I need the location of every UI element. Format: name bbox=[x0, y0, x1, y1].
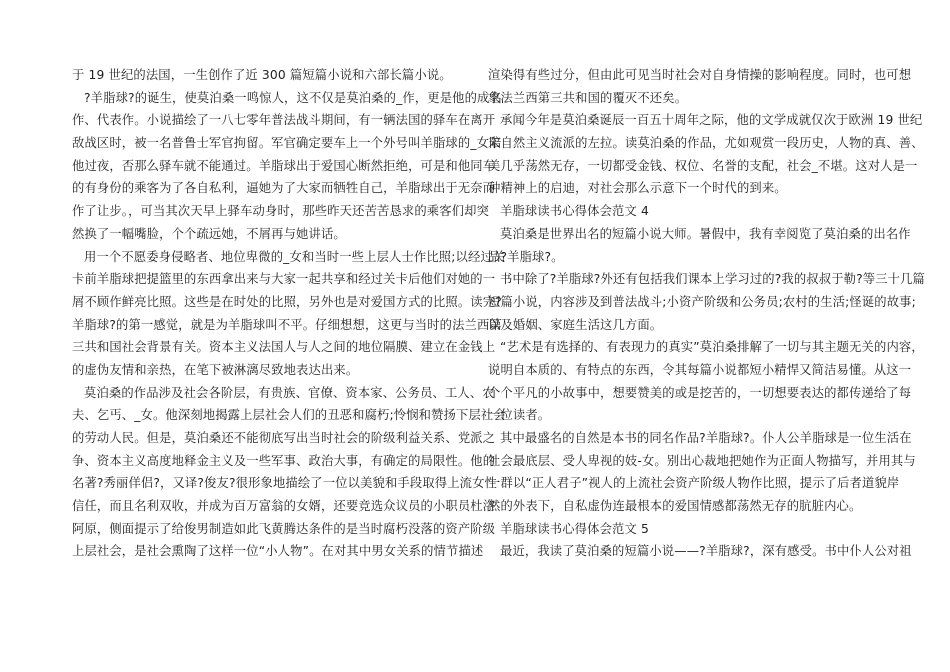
text-line: 的虚伪友情和亲热，在笔下被淋漓尽致地表达出来。 bbox=[72, 362, 359, 377]
text-line: 作、代表作。小说描绘了一八七零年普法战斗期间，有一辆法国的驿车在离开 bbox=[72, 113, 496, 128]
text-line: 最近，我读了莫泊桑的短篇小说——?羊脂球?，深有感受。书中仆人公对祖 bbox=[500, 544, 912, 559]
text-line: 名著?秀丽佯侣?，又译?俊友?很形象地描绘了一位以美貌和手段取得上流女性 bbox=[72, 476, 498, 491]
text-line: 羊脂球读书心得体会范文 4 bbox=[500, 204, 649, 219]
text-line: 屑不顾作鲜亮比照。这些是在时处的比照，另外也是对爱国方式的比照。读完? bbox=[72, 294, 502, 309]
text-line: 美几乎荡然无存，一切都受金钱、权位、名誉的支配，社会_不堪。这对人是一 bbox=[488, 158, 918, 173]
text-line: 以及婚姻、家庭生活这几方面。 bbox=[488, 317, 663, 332]
text-line: 争、资本主义高度地释金主义及一些军事、政治大事，有确定的局限性。他的 bbox=[72, 453, 496, 468]
text-line: 末自然主义流派的左拉。读莫泊桑的作品，尤如观赏一段历史，人物的真、善、 bbox=[488, 136, 924, 151]
text-line: 一群以“正人君子”视人的上流社会资产阶级人物作比照，提示了后者道貌岸 bbox=[488, 476, 900, 491]
text-line: ?羊脂球?的诞生，使莫泊桑一鸣惊人，这不仅是莫泊桑的_作，更是他的成名 bbox=[84, 90, 502, 105]
text-line: 然的外表下，自私虚伪连最根本的爱国情感都荡然无存的肮脏内心。 bbox=[488, 499, 862, 514]
text-line: 种精神上的启迪，对社会那么示意下一个时代的到来。 bbox=[488, 181, 787, 196]
left-text-column bbox=[72, 64, 506, 563]
text-line: 社会最底层、受人卑视的妓-女。别出心裁地把她作为正面人物描写，并用其与 bbox=[488, 453, 916, 468]
text-line: 品?羊脂球?。 bbox=[488, 249, 564, 264]
text-line: 书中除了?羊脂球?外还有包括我们课本上学习过的?我的叔叔于勒?等三十几篇 bbox=[500, 272, 926, 287]
text-line: 短篇小说，内容涉及到普法战斗;小资产阶级和公务员;农村的生活;怪诞的故事; bbox=[488, 294, 916, 309]
text-line: 一位读者。 bbox=[488, 408, 551, 423]
text-line: 上层社会，是社会熏陶了这样一位“小人物”。在对其中男女关系的情节描述 bbox=[72, 544, 484, 559]
text-line: 信任，而且名利双收，并成为百万富翁的女婿，还要竞选众议员的小职员杜洛 bbox=[72, 499, 496, 514]
text-line: 个个平凡的小故事中，想要赞美的或是挖苦的，一切想要表达的都传递给了每 bbox=[488, 385, 912, 400]
text-line: “艺术是有选择的、有表现力的真实”莫泊桑排解了一切与其主题无关的内容， bbox=[500, 340, 924, 355]
text-line: 阿原，侧面提示了给俊男制造如此飞黄腾达条件的是当时腐朽没落的资产阶级 bbox=[72, 521, 496, 536]
text-line: 用一个不愿委身侵略者、地位卑微的_女和当时一些上层人士作比照;以经过关 bbox=[84, 249, 506, 264]
text-line: 渲染得有些过分，但由此可见当时社会对自身情操的影响程度。同时，也可想 bbox=[488, 68, 912, 82]
right-text-column bbox=[488, 64, 926, 563]
text-line: 莫泊桑是世界出名的短篇小说大师。暑假中，我有幸阅览了莫泊桑的出名作 bbox=[500, 226, 911, 241]
text-line: 夫、乞丐、_女。他深刻地揭露上层社会人们的丑恶和腐朽;怜悯和赞扬下层社会 bbox=[72, 408, 506, 423]
text-line: 羊脂球?的第一感觉，就是为羊脂球叫不平。仔细想想，这更与当时的法兰西第 bbox=[72, 317, 502, 332]
text-line: 作了让步。，可当其次天早上驿车动身时，那些昨天还苦苦恳求的乘客们却突 bbox=[72, 204, 490, 219]
text-line: 于 19 世纪的法国，一生创作了近 300 篇短篇小说和六部长篇小说。 bbox=[72, 68, 452, 82]
text-line: 承闻今年是莫泊桑诞辰一百五十周年之际，他的文学成就仅次于欧洲 19 世纪 bbox=[500, 113, 923, 128]
text-line: 卡前羊脂球把提篮里的东西拿出来与大家一起共享和经过关卡后他们对她的一 bbox=[72, 272, 496, 287]
text-line: 的劳动人民。但是，莫泊桑还不能彻底写出当时社会的阶级利益关系、党派之 bbox=[72, 431, 496, 445]
text-line: 他过夜，否那么驿车就不能通过。羊脂球出于爱国心断然拒绝，可是和他同车 bbox=[72, 158, 496, 173]
text-line: 的有身份的乘客为了各自私利，逼她为了大家而牺牲自己，羊脂球出于无奈而 bbox=[72, 181, 496, 196]
text-line: 敌战区时，被一名普鲁士军官拘留。军官确定要车上一个外号叫羊脂球的_女陪 bbox=[72, 136, 502, 151]
text-line: 象法兰西第三共和国的覆灭不还矣。 bbox=[488, 90, 688, 105]
text-line: 其中最盛名的自然是本书的同名作品?羊脂球?。仆人公羊脂球是一位生活在 bbox=[500, 431, 912, 445]
text-line: 然换了一幅嘴脸，个个疏远她，不屑再与她讲话。 bbox=[72, 226, 346, 241]
text-line: 三共和国社会背景有关。资本主义法国人与人之间的地位隔膜、建立在金钱上 bbox=[72, 340, 496, 355]
text-line: 说明自本质的、有特点的东西，令其每篇小说都短小精悍又简洁易懂。从这一 bbox=[488, 362, 912, 377]
text-line: 羊脂球读书心得体会范文 5 bbox=[500, 521, 649, 536]
text-line: 莫泊桑的作品涉及社会各阶层，有贵族、官僚、资本家、公务员、工人、农 bbox=[84, 385, 495, 400]
